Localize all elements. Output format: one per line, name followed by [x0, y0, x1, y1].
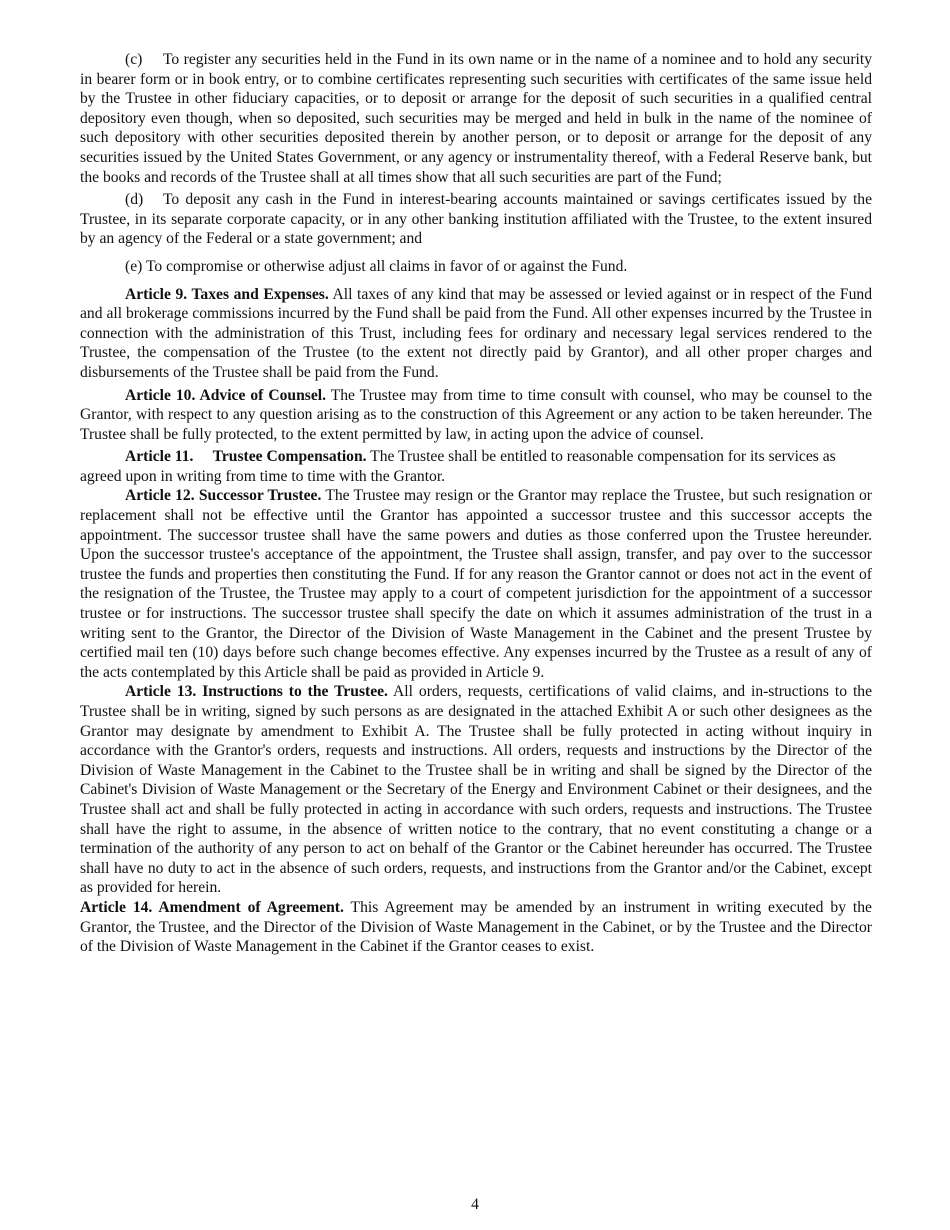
- article-heading: Article 12. Successor Trustee.: [125, 487, 322, 505]
- article-14: [80, 898, 872, 957]
- article-heading: Article 9. Taxes and Expenses.: [125, 285, 329, 303]
- subsection-label: (c): [125, 51, 143, 68]
- article-text: All taxes of any kind that may be assessed or levied against or in respect of the Fund and all brokerage commissions incurred by the Fund shall be paid from the Fund. All other expenses incurred by the Trustee in connection with the administration of this Trust, including fees for ordinary and necessary legal services rendered to the Trustee, the compensation of the Trustee (to the extent not directly paid by Grantor), and all other proper charges and disbursements of the Trustee shall be paid from the Fund.: [80, 285, 872, 381]
- article-12: [80, 486, 872, 682]
- article-10: [80, 386, 872, 445]
- article-text: The Trustee may resign or the Grantor may replace the Trustee, but such resignation or replacement shall not be effective until the Grantor has appointed a successor trustee and this successor accepts the appointment. The successor trustee shall have the same powers and duties as those conferred upon the Trustee hereunder. Upon the successor trustee's acceptance of the appointment, the Trustee shall assign, transfer, and pay over to the successor trustee the funds and properties then constituting the Fund. If for any reason the Grantor cannot or does not act in the event of the resignation of the Trustee, the Trustee may apply to a court of competent jurisdiction for the appointment of a successor trustee or for instructions. The successor trustee shall specify the date on which it assumes administration of the trust in a writing sent to the Grantor, the Director of the Division of Waste Management in the Cabinet and the present Trustee by certified mail ten (10) days before such change becomes effective. Any expenses incurred by the Trustee as a result of any of the acts contemplated by this Article shall be paid as provided in Article 9.: [80, 487, 872, 681]
- subsection-c: [80, 50, 872, 187]
- subsection-e: [80, 257, 872, 277]
- subsection-text: To register any securities held in the Fund in its own name or in the name of a nominee and to hold any security in bearer form or in book entry, or to combine certificates representing such securities with certificates of the same issue held by the Trustee in other fiduciary capacities, or to deposit or arrange for the deposit of such securities in a qualified central depository even though, when so deposited, such securities may be merged and held in bulk in the name of the nominee of such depository with other securities deposited therein by another person, or to deposit or arrange for the deposit of any securities issued by the United States Government, or any agency or instrumentality thereof, with a Federal Reserve bank, but the books and records of the Trustee shall at all times show that all such securities are part of the Fund;: [80, 51, 872, 186]
- document-page: [80, 50, 872, 957]
- subsection-text: To deposit any cash in the Fund in interest-bearing accounts maintained or savings certificates issued by the Trustee, in its separate corporate capacity, or in any other banking institution affiliated with the Trustee, to the extent insured by an agency of the Federal or a state government; and: [80, 191, 872, 248]
- article-text: This Agreement may be amended by an instrument in writing executed by the Grantor, the Trustee, and the Director of the Division of Waste Management in the Cabinet, or by the Trustee and the Director of the Division of Waste Management in the Cabinet if the Grantor ceases to exist.: [80, 898, 872, 956]
- article-heading: Article 10. Advice of Counsel.: [125, 386, 326, 404]
- article-heading: Article 11. Trustee Compensation.: [125, 448, 367, 466]
- article-text: The Trustee shall be entitled to reasonable compensation for its services as agreed upon in writing from time to time with the Grantor.: [80, 448, 836, 485]
- subsection-text: To compromise or otherwise adjust all claims in favor of or against the Fund.: [145, 257, 628, 275]
- article-11: [80, 447, 872, 486]
- article-13: [80, 682, 872, 898]
- article-9: [80, 285, 872, 383]
- page-number: 4: [471, 1196, 479, 1213]
- article-text: All orders, requests, certifications of valid claims, and in-structions to the Trustee shall be in writing, signed by such persons as are designated in the attached Exhibit A or such other designees as the Grantor may designate by amendment to Exhibit A. The Trustee shall be fully protected in acting without inquiry in accordance with the Grantor's orders, requests and instructions. All orders, requests and instructions by the Director of the Division of Waste Management in the Cabinet to the Trustee shall be in writing and shall be signed by the Director of the Cabinet's Division of Waste Management or the Secretary of the Energy and Environment Cabinet or their designees, and the Trustee shall act and shall be fully protected in acting in accordance with such orders, requests and instructions. The Trustee shall have the right to assume, in the absence of written notice to the contrary, that no event constituting a change or a termination of the authority of any person to act on behalf of the Grantor or the Cabinet hereunder has occurred. The Trustee shall have no duty to act in the absence of such orders, requests, and instructions from the Grantor and/or the Cabinet, except as provided for herein.: [80, 683, 872, 897]
- subsection-label: (d): [125, 191, 144, 209]
- subsection-label: (e): [125, 257, 143, 275]
- article-text: The Trustee may from time to time consult with counsel, who may be counsel to the Grantor, with respect to any question arising as to the construction of this Agreement or any action to be taken hereunder. The Trustee shall be fully protected, to the extent permitted by law, in acting upon the advice of counsel.: [80, 386, 872, 443]
- article-heading: Article 14. Amendment of Agreement.: [80, 898, 344, 916]
- subsection-d: [80, 190, 872, 249]
- article-heading: Article 13. Instructions to the Trustee.: [125, 683, 388, 701]
